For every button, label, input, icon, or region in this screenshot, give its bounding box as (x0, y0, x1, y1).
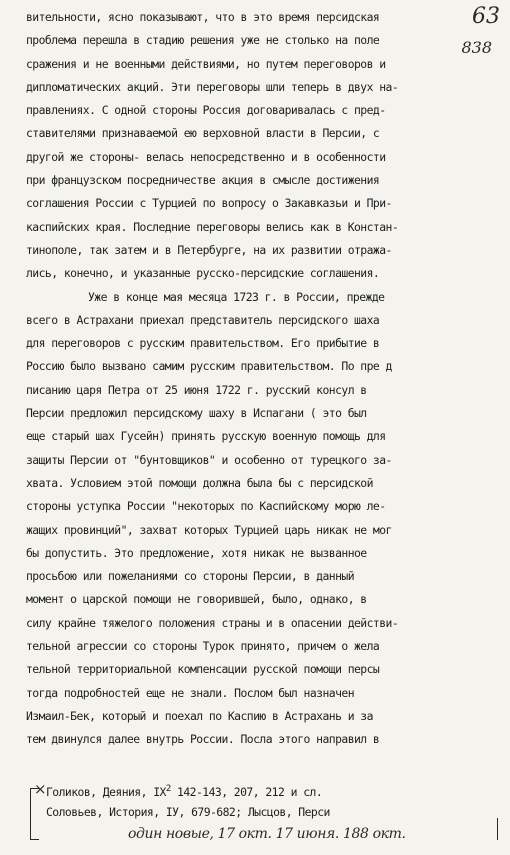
footnote-superscript: 2 (165, 784, 171, 794)
text-line: правлениях. С одной стороны Россия договаривалась с пред- (26, 103, 386, 118)
footnote-line: Соловьев, История, IУ, 679-682; Лысцов, Перси (46, 805, 330, 820)
text-line: Россию было вызвано самим русским правительством. По пре д (26, 359, 392, 374)
text-line: соглашения России с Турцией по вопросу о Закавказьи и При- (26, 196, 392, 211)
text-line: Персии предложил персидскому шаху в Испагани ( это был (26, 406, 367, 421)
text-line: сражения и не военными действиями, но путем переговоров и (26, 56, 386, 71)
text-line: момент о царской помощи не говорившей, было, однако, в (26, 592, 367, 607)
margin-mark (487, 818, 498, 840)
text-line: просьбою или пожеланиями со стороны Персии, в данный (26, 569, 355, 584)
text-line: бы допустить. Это предложение, хотя никак не вызванное (26, 545, 367, 560)
text-line: тельной агрессии со стороны Турок принято, причем о жела (26, 639, 380, 654)
text-line: хвата. Условием этой помощи должна была бы с персидской (26, 475, 373, 490)
footnotes (46, 778, 486, 825)
text-line: тем двинулся далее внутрь России. Посла этого направил в (26, 732, 380, 747)
text-line: силу крайне тяжелого положения страны и в опасении действи- (26, 615, 399, 630)
handwritten-page-number-secondary: 838 (461, 38, 492, 57)
text-line: при французском посредничестве акция в смысле достижения (26, 173, 380, 188)
text-line: жащих провинций", захват которых Турцией царь никак не мог (26, 522, 392, 537)
text-line: стороны уступка России "некоторых по Каспийскому морю ле- (26, 499, 386, 514)
text-line: Измаил-Бек, который и поехал по Каспию в Астрахань и за (26, 708, 373, 723)
text-line: проблема перешла в стадию решения уже не столько на поле (26, 33, 380, 48)
text-line: дипломатических акций. Эти переговоры шли теперь в двух на- (26, 79, 399, 94)
handwritten-bottom-note: один новые, 17 окт. 17 июня. 188 окт. (128, 826, 406, 842)
footnote-marker: × (34, 780, 47, 798)
body-text (26, 6, 496, 752)
footnote-line: Голиков, Деяния, $IX^2$ 142-143, 207, 212 и сл. (46, 784, 323, 799)
text-line: тинополе, так затем и в Петербурге, на их развитии отража- (26, 242, 392, 257)
text-line: защиты Персии от "бунтовщиков" и особенно от турецкого за- (26, 452, 392, 467)
text-line: тогда подробностей еще не знали. Послом был назначен (26, 685, 355, 700)
text-line: тельной территориальной компенсации русской помощи персы (26, 662, 380, 677)
text-line: вительности, ясно показывают, что в это время персидская (26, 10, 380, 24)
text-line: писанию царя Петра от 25 июня 1722 г. русский консул в (26, 382, 367, 397)
text-line: всего в Астрахани приехал представитель персидского шаха (26, 312, 380, 327)
text-line: ставителями признаваемой ею верховной власти в Персии, с (26, 126, 380, 141)
text-line: лись, конечно, и указанные русско-персидские соглашения. (26, 266, 380, 281)
text-line: Уже в конце мая месяца 1723 г. в России, прежде (88, 289, 385, 304)
text-line: каспийских края. Последние переговоры велись как в Констан- (26, 219, 399, 234)
text-line: для переговоров с русским правительством. Его прибытие в (26, 336, 380, 351)
text-line: еще старый шах Гусейн) принять русскую военную помощь для (26, 429, 386, 444)
text-line: другой же стороны- велась непосредственно и в особенности (26, 149, 386, 164)
handwritten-page-number: 63 (472, 4, 500, 29)
